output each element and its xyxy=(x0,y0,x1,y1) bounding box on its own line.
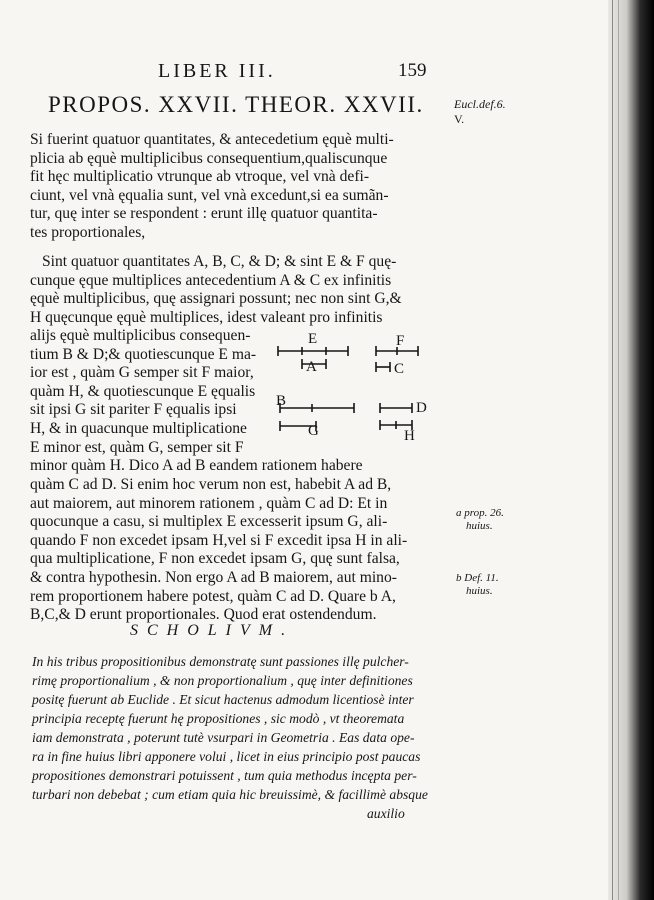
label-D: D xyxy=(416,400,427,416)
text-line: principia receptę fuerunt hę propositiones , sic modò , vt theoremata xyxy=(32,711,405,726)
label-C: C xyxy=(394,361,405,377)
margin-note-def-ref xyxy=(456,572,499,598)
text-line: positę fuerunt ab Euclide . Et sicut hactenus admodum licentiosè inter xyxy=(32,692,414,707)
margin-note-prop-ref xyxy=(456,507,504,533)
text-line: rimę proportionalium , & non proportionalium , quę inter definitiones xyxy=(32,673,413,688)
magnitudes-figure xyxy=(272,332,458,444)
text-line: sit ipsi G sit pariter F ęqualis ipsi xyxy=(30,401,237,419)
text-line: minor quàm H. Dico A ad B eandem rationem habere xyxy=(30,457,363,475)
text-line: & contra hypothesin. Non ergo A ad B maiorem, aut mino- xyxy=(30,568,397,586)
catchword: auxilio xyxy=(367,806,405,821)
text-line: plicia ab ęquè multiplicibus consequentium,qualiscunque xyxy=(30,149,388,167)
text-line: iam demonstrata , poterunt tutè vsurpari in Geometria . Eas data ope- xyxy=(32,730,415,745)
text-line: ra in fine huius libri apponere volui , licet in eius principio post paucas xyxy=(32,749,421,764)
text-line: rem proportionem habere potest, quàm C ad D. Quare b A, xyxy=(30,587,396,605)
label-E: E xyxy=(308,332,318,347)
margin-note-line: a prop. 26. xyxy=(456,507,504,519)
page-number: 159 xyxy=(398,60,427,81)
proof-paragraph-top xyxy=(30,253,402,327)
text-line: quàm C ad D. Si enim hoc verum non est, habebit A ad B, xyxy=(30,476,392,493)
label-G: G xyxy=(308,423,319,439)
text-line: tium B & D;& quotiescunque E ma- xyxy=(30,345,257,363)
text-line: aut maiorem, aut minorem rationem , quàm C ad D: Et in xyxy=(30,494,388,512)
text-line: fit hęc multiplicatio vtrunque ab vtroque, vel vnà defi- xyxy=(30,168,370,186)
text-line: In his tribus propositionibus demonstratę sunt passiones illę pulcher- xyxy=(32,654,409,669)
label-A: A xyxy=(306,359,317,375)
page-gutter-shadow xyxy=(608,0,654,900)
text-line: ior est , quàm G semper sit F maior, xyxy=(30,364,254,382)
page-header xyxy=(0,60,600,84)
label-H: H xyxy=(404,428,415,444)
text-line: cunque ęque multiplices antecedentium A & C ex infinitis xyxy=(30,271,392,289)
scholium-title: SCHOLIVM. xyxy=(130,622,295,639)
margin-note-euclid-def xyxy=(454,97,506,127)
text-line: qua multiplicatione, F non excedet ipsam G, quę sunt falsa, xyxy=(30,550,400,568)
label-B: B xyxy=(276,393,287,409)
text-line: tur, quę inter se respondent : erunt illę quatuor quantita- xyxy=(30,205,378,223)
proposition-title: PROPOS. XXVII. THEOR. XXVII. xyxy=(48,92,424,117)
margin-note-line: Eucl.def.6. xyxy=(454,97,506,111)
label-F: F xyxy=(396,333,405,349)
text-line: quando F non excedet ipsam H,vel si F excedit ipsa H in ali- xyxy=(30,531,408,549)
text-line: quàm H, & quotiescunque E ęqualis xyxy=(30,382,256,400)
margin-note-line: V. xyxy=(454,112,465,126)
proof-paragraph-bottom xyxy=(30,476,407,625)
text-line: B,C,& D erunt proportionales. Quod erat ostendendum. xyxy=(30,606,377,624)
page-edge-line xyxy=(618,0,619,900)
text-line: E minor est, quàm G, semper sit F xyxy=(30,438,244,456)
text-line: ciunt, vel vnà ęqualia sunt, vel vnà excedunt,si ea sumãn- xyxy=(30,186,389,204)
margin-note-line: b Def. 11. xyxy=(456,572,499,584)
enunciation-paragraph xyxy=(30,131,394,243)
text-line: alijs ęquè multiplicibus consequen- xyxy=(30,327,251,344)
text-line: quocunque a casu, si multiplex E excesserit ipsum G, ali- xyxy=(30,513,388,531)
text-line: tes proportionales, xyxy=(30,223,146,241)
page-edge-line xyxy=(612,0,613,900)
text-line: H, & in quacunque multiplicatione xyxy=(30,419,247,437)
running-title: LIBER III. xyxy=(158,60,276,82)
text-line: Sint quatuor quantitates A, B, C, & D; & sint E & F quę- xyxy=(42,253,397,270)
text-line: propositiones demonstrari potuissent , tum quia methodus incępta per- xyxy=(32,768,417,783)
margin-note-line: huius. xyxy=(466,520,493,532)
text-line: H quęcunque ęquè multiplices, idest valeant pro infinitis xyxy=(30,308,383,326)
text-line: Si fuerint quatuor quantitates, & antecedetium ęquè multi- xyxy=(30,131,394,148)
text-line: turbari non debebat ; cum etiam quia hic breuissimè, & facillimè absque xyxy=(32,787,428,802)
text-line: ęquè multiplicibus, quę assignari possunt; nec non sint G,& xyxy=(30,290,402,308)
scholium-paragraph xyxy=(32,652,428,823)
margin-note-line: huius. xyxy=(466,585,493,597)
